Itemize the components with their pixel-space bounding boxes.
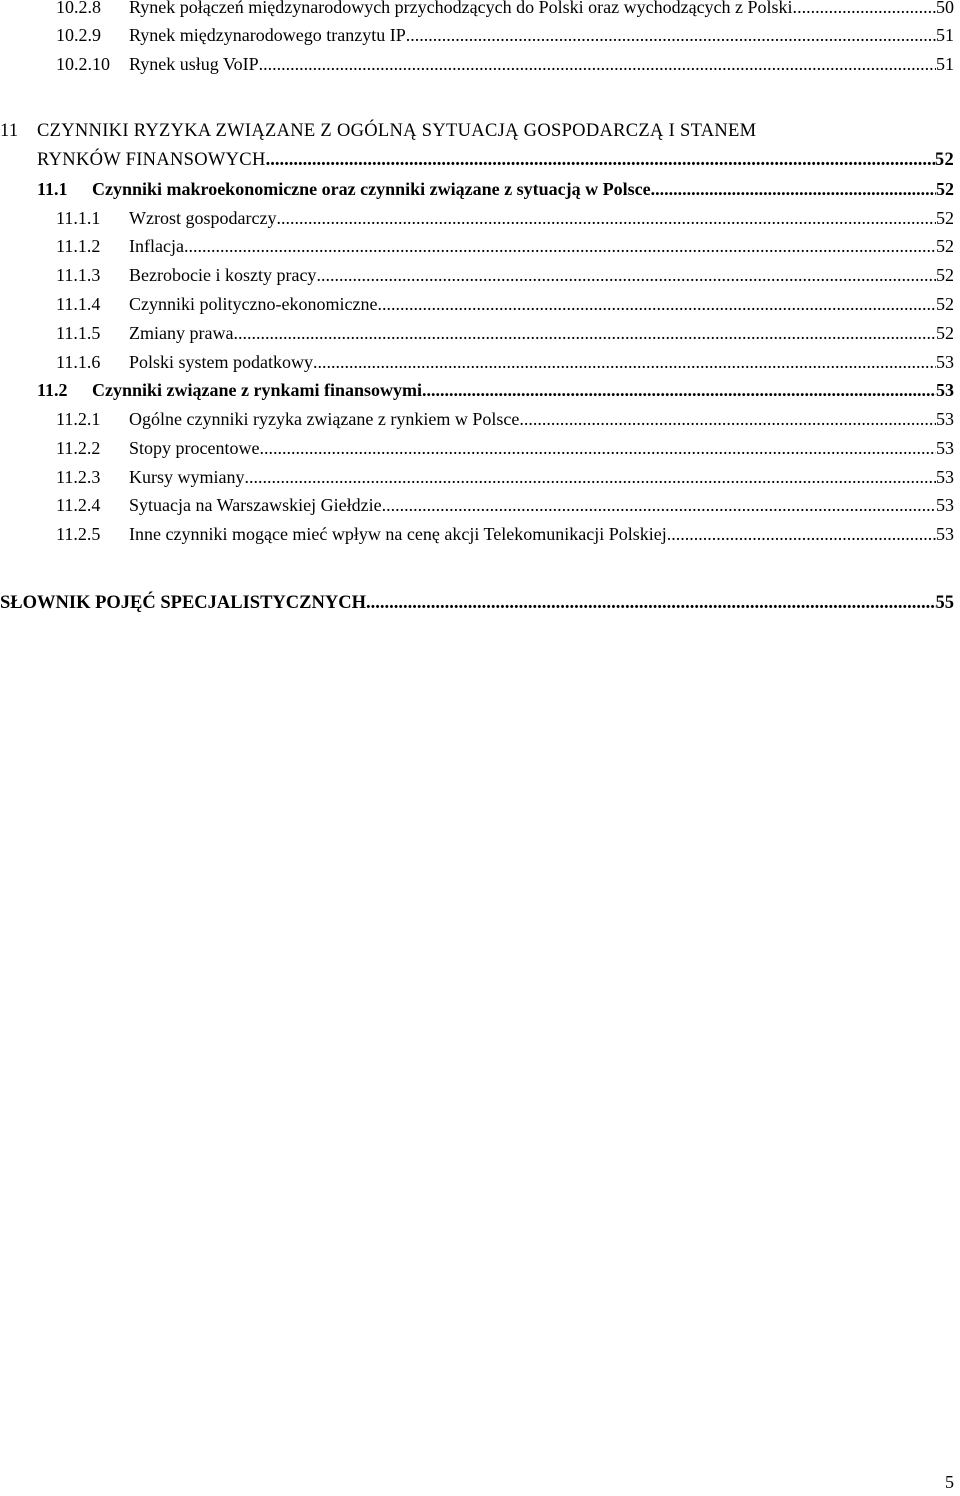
toc-leader-dots	[667, 522, 936, 546]
toc-leader-dots	[276, 206, 936, 230]
toc-entry-title: Wzrost gospodarczy	[129, 208, 277, 228]
toc-entry-title: Bezrobocie i koszty pracy	[129, 265, 317, 285]
toc-leader-dots	[797, 0, 936, 19]
toc-entry-number: 11.2.4	[56, 495, 101, 515]
toc-entry-11-1-4[interactable]	[56, 292, 954, 316]
toc-section-number: 11.2	[37, 380, 68, 400]
toc-leader-dots	[245, 465, 937, 489]
toc-entry-title: Stopy procentowe	[129, 438, 260, 458]
toc-leader-dots	[259, 52, 936, 76]
toc-entry-number: 11.1.5	[56, 323, 101, 343]
toc-leader-dots	[316, 263, 936, 287]
toc-entry-number: 11.2.5	[56, 524, 101, 544]
toc-entry-number: 11.1.1	[56, 208, 101, 228]
toc-leader-dots	[366, 590, 936, 616]
toc-entry-page: 53	[936, 495, 954, 515]
toc-entry-page: 51	[936, 25, 954, 45]
toc-entry-10-2-10[interactable]	[56, 52, 954, 76]
toc-section-title: Czynniki makroekonomiczne oraz czynniki związane z sytuacją w Polsce	[92, 179, 651, 199]
toc-entry-title: Ogólne czynniki ryzyka związane z rynkiem w Polsce	[129, 409, 520, 429]
toc-chapter-11-line1[interactable]	[0, 118, 954, 144]
toc-entry-number: 10.2.10	[56, 54, 110, 74]
toc-entry-page: 53	[936, 352, 954, 372]
toc-entry-number: 11.2.1	[56, 409, 101, 429]
toc-entry-page: 53	[936, 467, 954, 487]
toc-leader-dots	[382, 493, 936, 517]
toc-entry-11-2-5[interactable]	[56, 522, 954, 546]
toc-entry-page: 51	[936, 54, 954, 74]
toc-entry-page: 50	[936, 0, 954, 17]
toc-chapter-page: 52	[934, 150, 954, 170]
toc-entry-11-1-3[interactable]	[56, 263, 954, 287]
toc-section-title: Czynniki związane z rynkami finansowymi	[92, 380, 423, 400]
toc-entry-page: 53	[936, 524, 954, 544]
page-number: 5	[945, 1472, 954, 1492]
toc-section-11-1[interactable]	[37, 177, 954, 201]
toc-entry-11-2-3[interactable]	[56, 465, 954, 489]
toc-entry-page: 53	[936, 409, 954, 429]
toc-section-number: 11.1	[37, 179, 68, 199]
toc-entry-number: 11.1.6	[56, 352, 101, 372]
toc-glossary-title: SŁOWNIK POJĘĆ SPECJALISTYCZNYCH	[0, 593, 366, 613]
toc-chapter-number: 11	[0, 121, 19, 141]
toc-leader-dots	[422, 378, 936, 402]
toc-chapter-title-line2: RYNKÓW FINANSOWYCH	[37, 150, 266, 170]
toc-glossary[interactable]	[0, 590, 954, 616]
toc-entry-title: Kursy wymiany	[129, 467, 245, 487]
toc-entry-11-1-5[interactable]	[56, 321, 954, 345]
toc-entry-11-1-2[interactable]	[56, 234, 954, 258]
toc-entry-page: 52	[936, 294, 954, 314]
toc-chapter-title-line1: CZYNNIKI RYZYKA ZWIĄZANE Z OGÓLNĄ SYTUACJĄ GOSPODARCZĄ I STANEM	[37, 121, 757, 141]
toc-entry-title: Inflacja	[129, 236, 184, 256]
toc-entry-page: 52	[936, 208, 954, 228]
toc-entry-title: Inne czynniki mogące mieć wpływ na cenę akcji Telekomunikacji Polskiej	[129, 524, 667, 544]
toc-entry-10-2-9[interactable]	[56, 23, 954, 47]
toc-entry-number: 11.2.2	[56, 438, 101, 458]
toc-entry-page: 52	[936, 265, 954, 285]
toc-entry-title: Rynek międzynarodowego tranzytu IP	[129, 25, 406, 45]
toc-entry-10-2-8[interactable]	[56, 0, 954, 19]
toc-entry-page: 52	[936, 323, 954, 343]
toc-leader-dots	[519, 407, 936, 431]
toc-leader-dots	[406, 23, 936, 47]
toc-entry-11-1-6[interactable]	[56, 350, 954, 374]
toc-section-page: 53	[936, 380, 954, 400]
toc-entry-number: 11.1.3	[56, 265, 101, 285]
toc-leader-dots	[233, 321, 936, 345]
toc-entry-number: 11.2.3	[56, 467, 101, 487]
toc-leader-dots	[266, 147, 935, 173]
toc-glossary-page: 55	[935, 593, 954, 613]
toc-chapter-11-line2[interactable]	[37, 147, 954, 173]
toc-leader-dots	[377, 292, 936, 316]
toc-entry-number: 10.2.8	[56, 0, 101, 17]
toc-leader-dots	[313, 350, 936, 374]
toc-section-11-2[interactable]	[37, 378, 954, 402]
toc-entry-title: Czynniki polityczno-ekonomiczne	[129, 294, 378, 314]
toc-entry-page: 52	[936, 236, 954, 256]
toc-entry-title: Rynek usług VoIP	[129, 54, 259, 74]
toc-entry-11-2-2[interactable]	[56, 436, 954, 460]
toc-leader-dots	[259, 436, 936, 460]
toc-entry-title: Zmiany prawa	[129, 323, 234, 343]
toc-entry-number: 11.1.2	[56, 236, 101, 256]
toc-entry-11-2-4[interactable]	[56, 493, 954, 517]
toc-entry-11-1-1[interactable]	[56, 206, 954, 230]
toc-entry-page: 53	[936, 438, 954, 458]
toc-leader-dots	[651, 177, 936, 201]
toc-entry-title: Sytuacja na Warszawskiej Giełdzie	[129, 495, 382, 515]
toc-entry-number: 11.1.4	[56, 294, 101, 314]
toc-entry-11-2-1[interactable]	[56, 407, 954, 431]
toc-entry-title: Rynek połączeń międzynarodowych przychodzących do Polski oraz wychodzących z Polski.	[129, 0, 798, 17]
toc-entry-number: 10.2.9	[56, 25, 101, 45]
toc-section-page: 52	[936, 179, 954, 199]
toc-leader-dots	[184, 234, 936, 258]
toc-entry-title: Polski system podatkowy	[129, 352, 314, 372]
